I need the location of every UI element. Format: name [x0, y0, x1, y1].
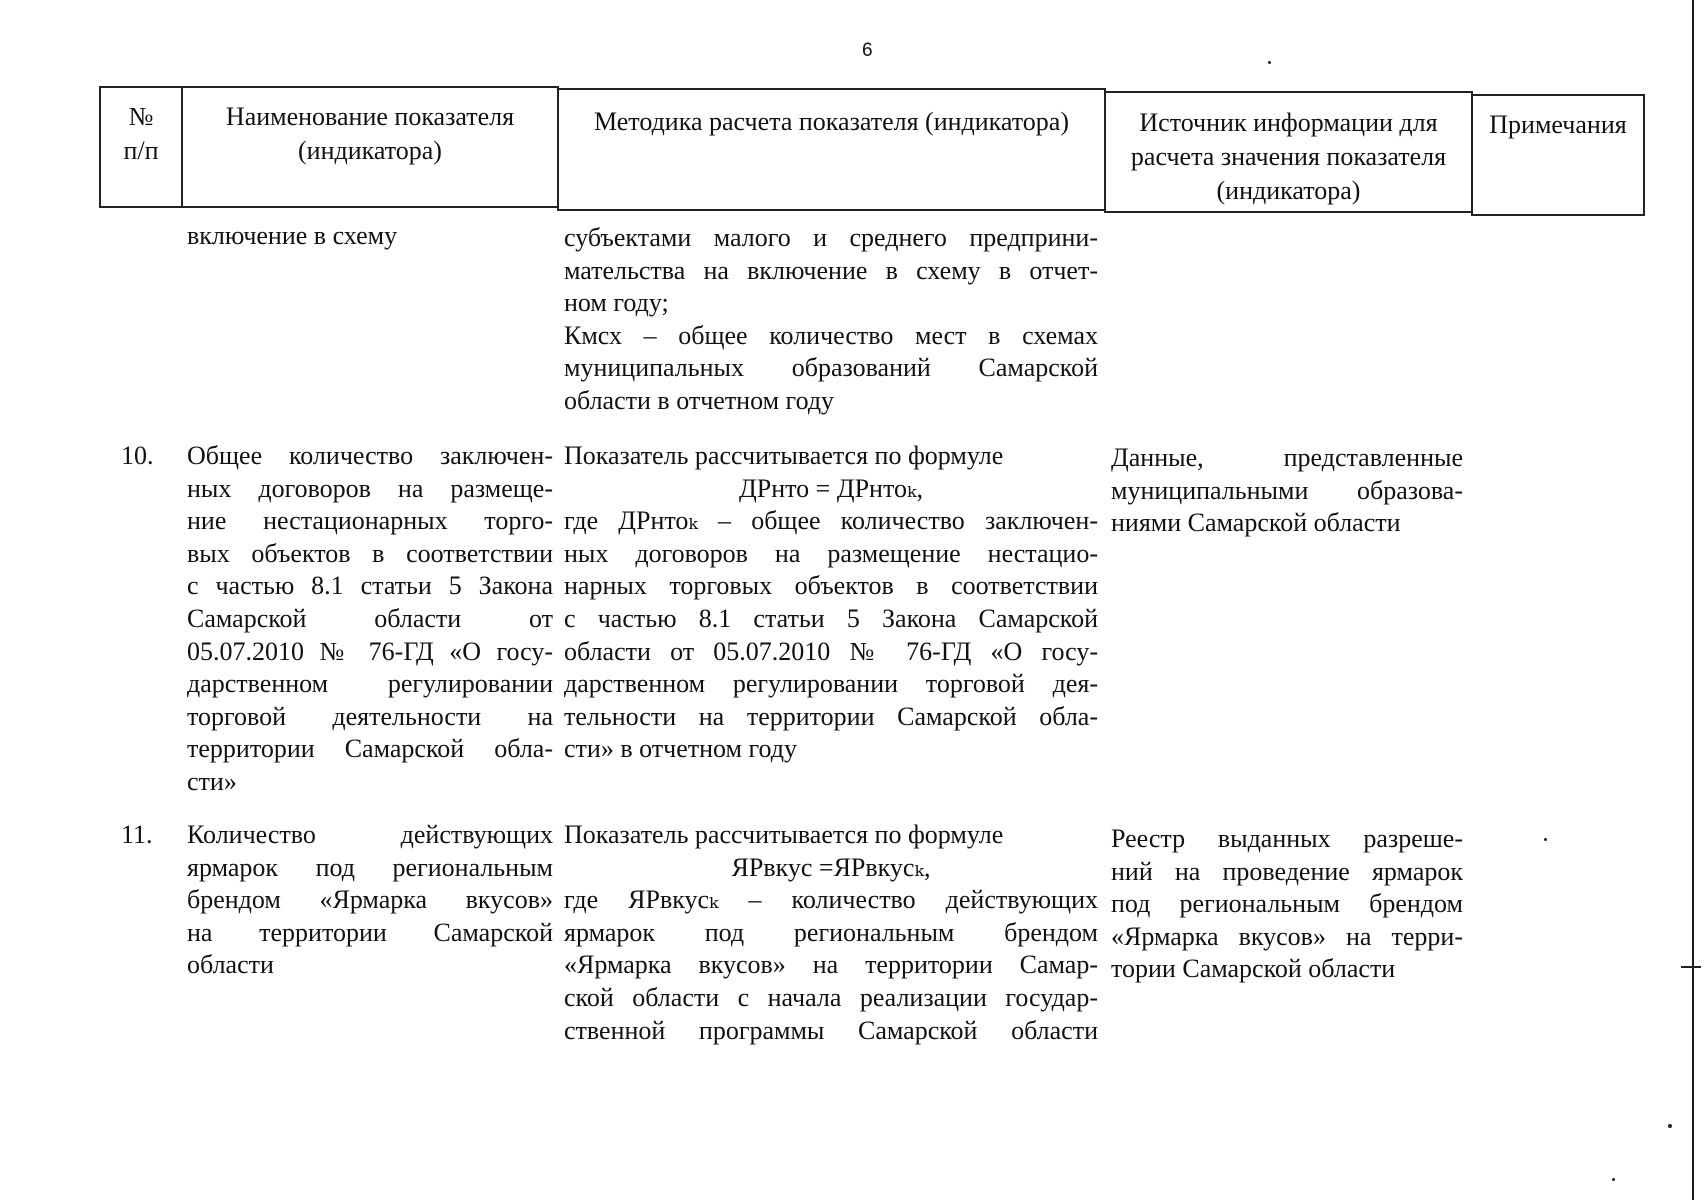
row-number: 11. — [121, 820, 153, 849]
scan-speck — [1268, 61, 1271, 64]
indicator-name-cell: Количество действующих ярмарок под региональным брендом «Ярмарка вкусов» на территории Самарской области — [187, 820, 553, 980]
method-cell: Показатель рассчитывается по формуле ЯРвкус =ЯРвкусₖ, где ЯРвкусₖ – количество действующих ярмарок под региональным брендом «Ярмарка вкусов» на территории Самар- ской области с начала реализации государ- ственной программы Самарской области — [564, 820, 1098, 1045]
row-number: 10. — [121, 441, 154, 470]
header-source-label: Источник информации для расчета значения показателя (индикатора) — [1130, 108, 1447, 205]
page-number: 6 — [862, 40, 873, 61]
continued-method-cell: субъектами малого и среднего предприни- мательства на включение в схему в отчет- ном году; Кмсх – общее количество мест в схемах муниципальных образований Самарской области в отчетном году — [564, 223, 1098, 415]
header-notes-label: Примечания — [1489, 110, 1627, 139]
formula: ДРнто = ДРнтоₖ, — [739, 473, 923, 503]
scan-speck — [1668, 1124, 1672, 1128]
scan-speck — [1612, 1178, 1615, 1181]
header-method-label: Методика расчета показателя (индикатора) — [593, 107, 1070, 136]
scan-speck — [1681, 966, 1701, 968]
source-cell: Данные, представленные муниципальными образова- ниями Самарской области — [1111, 443, 1463, 538]
source-cell: Реестр выданных разреше- ний на проведение ярмарок под региональным брендом «Ярмарка вкусов» на терри- тории Самарской области — [1111, 824, 1463, 984]
scan-speck — [1544, 838, 1547, 841]
indicator-name-cell: Общее количество заключен- ных договоров на размеще- ние нестационарных торго- вых объектов в соответствии с частью 8.1 статьи 5 Закона Самарской области от 05.07.2010 № 76-ГД «О госу- дарственном регулировании торговой деятельности на территории Самарской обла- сти» — [187, 441, 553, 796]
method-cell: Показатель рассчитывается по формуле ДРнто = ДРнтоₖ, где ДРнтоₖ – общее количество заключен- ных договоров на размещение нестацио- нарных торговых объектов в соответствии с частью 8.1 статьи 5 Закона Самарской области от 05.07.2010 № 76-ГД «О госу- дарственном регулировании торговой дея- тельности на территории Самарской обла- сти» в отчетном году — [564, 441, 1098, 764]
header-num-label: № п/п — [123, 102, 159, 165]
header-name-label: Наименование показателя (индикатора) — [225, 102, 515, 165]
formula: ЯРвкус =ЯРвкусₖ, — [731, 852, 931, 882]
continued-name-cell: включение в схему — [187, 221, 398, 250]
scan-edge-line — [1692, 0, 1694, 1200]
